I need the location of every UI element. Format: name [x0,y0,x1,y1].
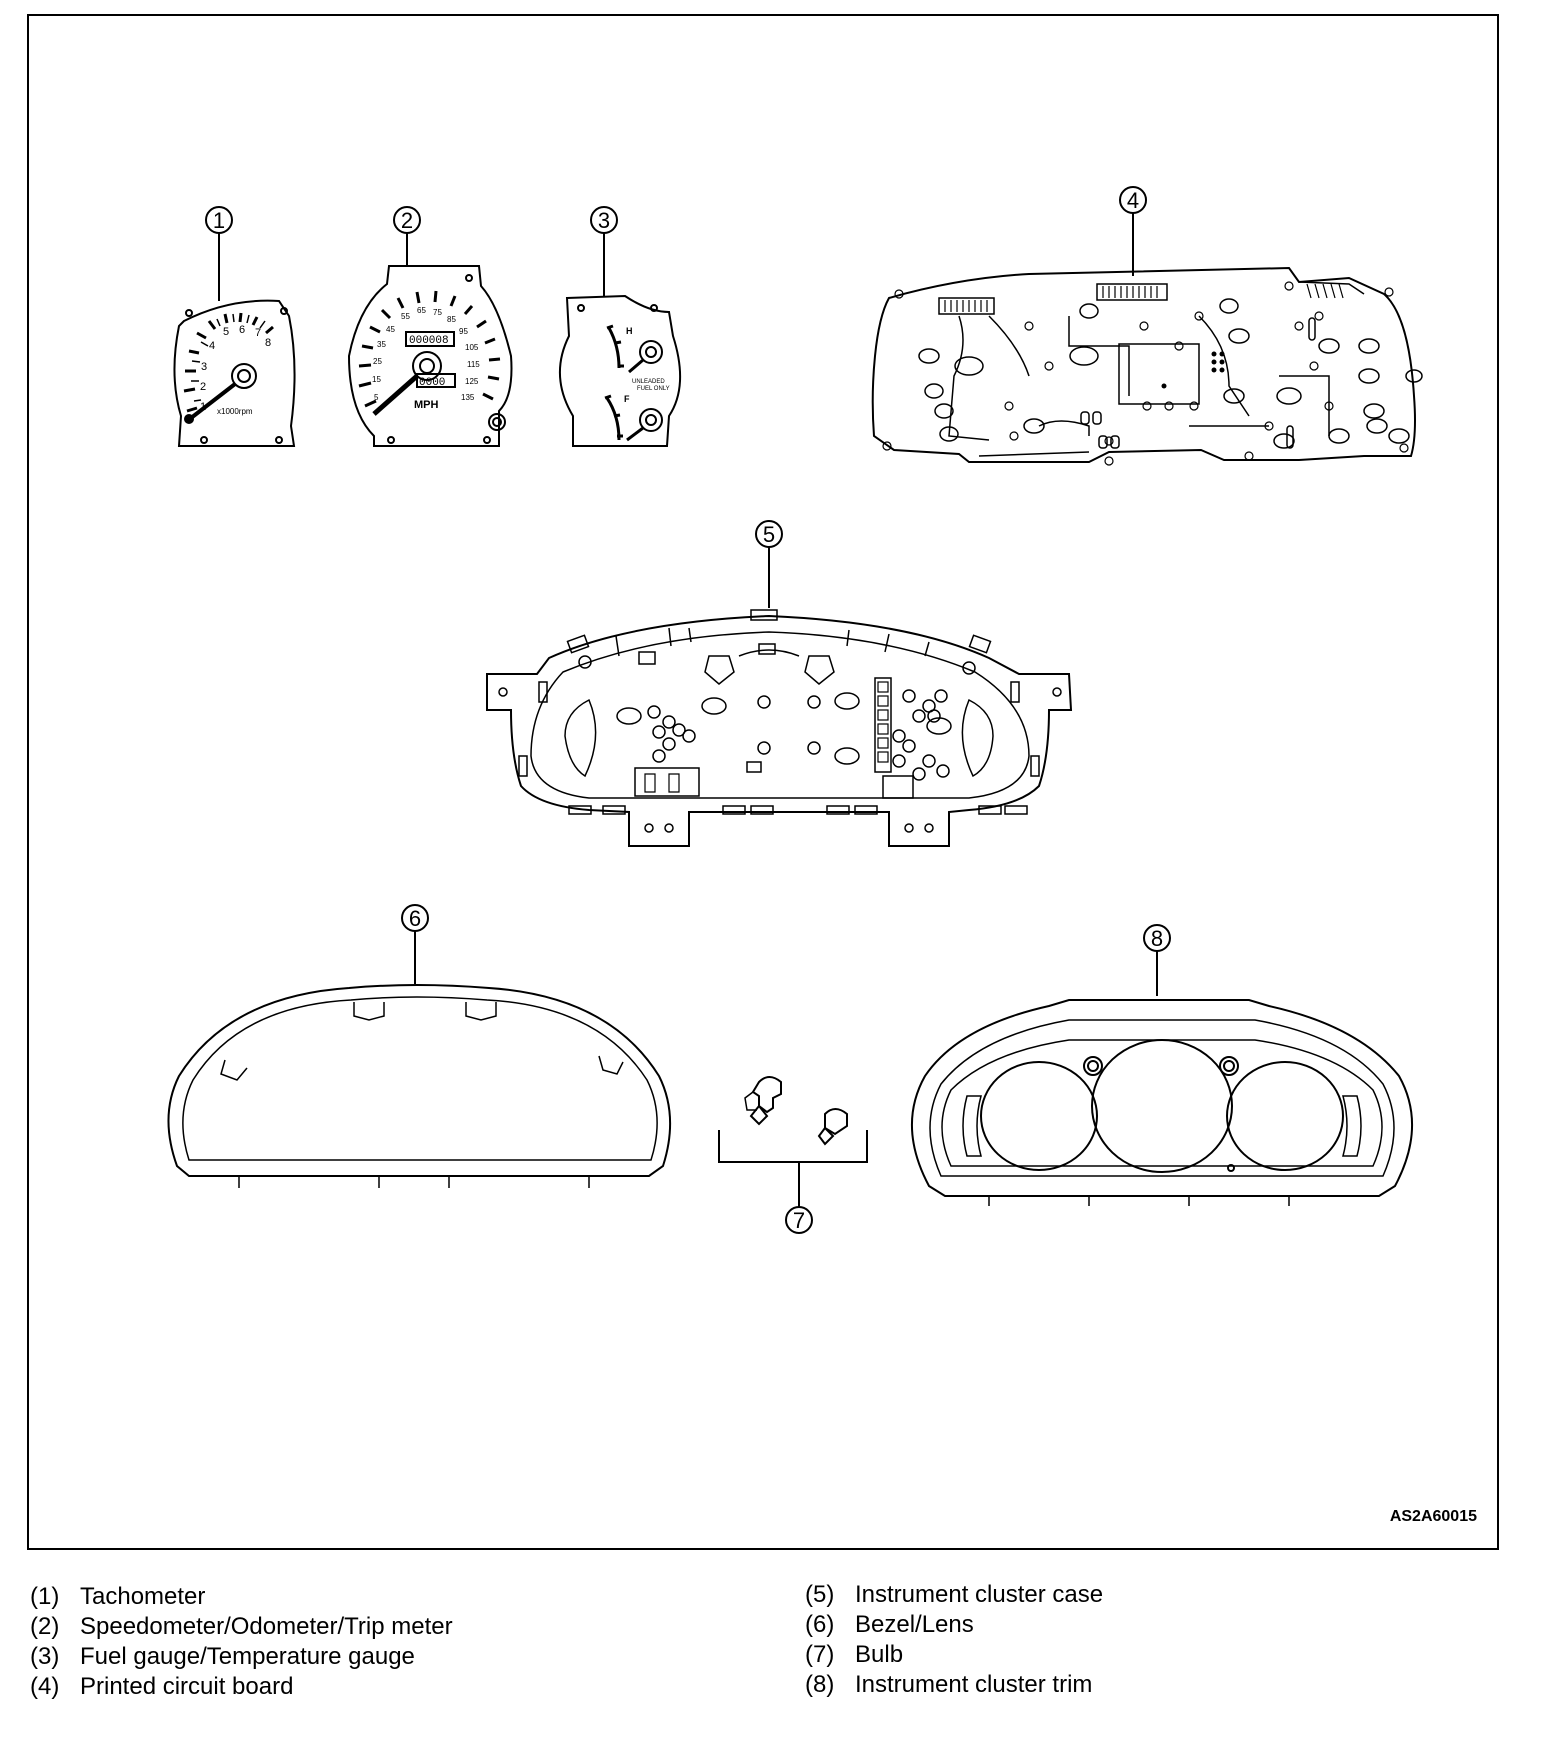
legend-label: Instrument cluster case [855,1581,1104,1608]
svg-text:UNLEADED: UNLEADED [632,379,665,385]
svg-text:85: 85 [447,315,456,324]
legend-item [30,1642,453,1672]
callout-3 [591,207,617,296]
legend-number: (6) [805,1611,835,1638]
svg-text:000008: 000008 [409,335,449,347]
figure-code: AS2A60015 [1389,1508,1477,1525]
legend-number: (4) [30,1673,60,1700]
legend-right [805,1580,1103,1700]
svg-text:5: 5 [762,522,776,547]
instrument-cluster-diagram [29,16,1497,1548]
legend-left [30,1582,453,1702]
svg-text:4: 4 [1126,188,1140,213]
legend-number: (8) [805,1671,835,1698]
legend-item [805,1580,1103,1610]
callout-5 [756,521,782,608]
svg-text:55: 55 [401,312,410,321]
printed-circuit-board [873,268,1422,465]
legend-item [30,1582,453,1612]
bulb-right [819,1109,847,1144]
legend-number: (7) [805,1641,835,1668]
svg-text:x1000rpm: x1000rpm [217,407,253,416]
svg-text:MPH: MPH [414,399,439,411]
callout-8 [1144,925,1170,996]
speedometer [349,266,512,446]
svg-text:7: 7 [255,327,262,339]
svg-text:2: 2 [200,381,207,393]
svg-text:75: 75 [433,308,442,317]
svg-text:135: 135 [461,393,475,402]
legend-number: (1) [30,1583,60,1610]
svg-text:0000: 0000 [419,377,446,389]
svg-text:6: 6 [239,324,246,336]
legend-label: Fuel gauge/Temperature gauge [80,1643,415,1670]
svg-text:1: 1 [200,401,207,413]
exploded-view-figure [27,14,1499,1550]
legend-item [30,1612,453,1642]
callout-1 [206,207,232,301]
bulb-left [745,1077,781,1124]
svg-text:45: 45 [386,325,395,334]
svg-text:2: 2 [400,208,414,233]
legend-label: Bulb [855,1641,904,1668]
callout-6 [402,905,428,984]
svg-text:15: 15 [372,375,381,384]
svg-text:3: 3 [201,361,208,373]
fuel-temp-gauge [560,296,680,446]
bezel-lens [168,985,670,1188]
svg-text:H: H [626,326,633,336]
legend-item [805,1610,1103,1640]
callout-7 [719,1130,867,1233]
callout-2 [394,207,420,266]
svg-text:3: 3 [597,208,611,233]
svg-text:65: 65 [417,306,426,315]
legend-label: Speedometer/Odometer/Trip meter [80,1613,453,1640]
svg-text:5: 5 [374,393,379,402]
svg-text:115: 115 [467,360,480,369]
legend-item [805,1670,1103,1700]
svg-text:1: 1 [212,208,226,233]
svg-text:35: 35 [377,340,386,349]
legend-label: Bezel/Lens [855,1611,974,1638]
legend-label: Tachometer [80,1583,206,1610]
svg-text:8: 8 [1150,926,1164,951]
svg-text:95: 95 [459,327,468,336]
legend-number: (2) [30,1613,60,1640]
svg-text:105: 105 [465,343,479,352]
instrument-cluster-trim [912,1000,1412,1206]
svg-text:5: 5 [223,326,230,338]
legend-label: Printed circuit board [80,1673,294,1700]
svg-text:FUEL ONLY: FUEL ONLY [637,386,670,392]
svg-text:4: 4 [209,340,216,352]
legend-number: (5) [805,1581,835,1608]
legend-item [805,1640,1103,1670]
instrument-cluster-case [487,610,1071,846]
svg-text:125: 125 [465,377,479,386]
tachometer [174,301,294,446]
svg-text:7: 7 [792,1208,806,1233]
svg-text:F: F [624,394,630,404]
legend-item [30,1672,453,1702]
legend-number: (3) [30,1643,60,1670]
callout-4 [1120,187,1146,276]
svg-text:8: 8 [265,337,272,349]
svg-text:25: 25 [373,357,382,366]
legend-label: Instrument cluster trim [855,1671,1093,1698]
svg-text:6: 6 [408,906,422,931]
